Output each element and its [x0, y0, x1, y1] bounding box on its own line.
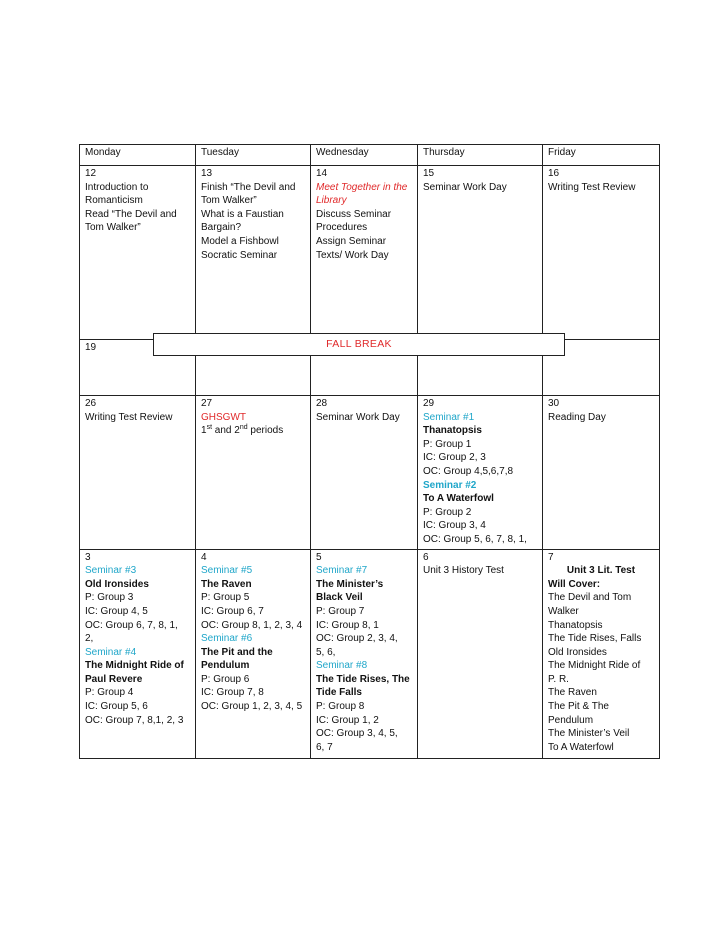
- cell-text-line: GHSGWT: [201, 411, 246, 423]
- cell-text-line: Seminar #2: [423, 479, 477, 491]
- cell-text-line: 1st and 2nd periods: [201, 424, 284, 437]
- cell-text-line: Black Veil: [316, 592, 363, 604]
- cell-text-line: Seminar #1: [423, 411, 475, 423]
- day-header-thursday: Thursday: [418, 145, 543, 166]
- day-cell: [418, 396, 543, 550]
- date-number: 3: [85, 551, 91, 563]
- cell-text-line: The Midnight Ride of: [85, 660, 184, 672]
- date-number: 27: [201, 398, 213, 409]
- cell-text-line: The Pit & The: [548, 701, 609, 713]
- cell-text-line: The Minister’s: [316, 578, 384, 590]
- cell-text-line: Texts/ Work Day: [316, 249, 389, 261]
- date-number: 30: [548, 398, 560, 409]
- cell-text-line: Seminar #3: [85, 565, 137, 577]
- calendar-table: [79, 144, 660, 759]
- cell-text-line: IC: Group 5, 6: [85, 701, 148, 713]
- cell-text-line: To A Waterfowl: [423, 493, 494, 505]
- cell-text-line: Finish “The Devil and: [201, 181, 296, 193]
- fall-break-banner: FALL BREAK: [153, 333, 565, 356]
- cell-text-line: Seminar #5: [201, 565, 253, 577]
- cell-text-line: 2,: [85, 633, 94, 645]
- cell-text-line: P: Group 3: [85, 592, 134, 604]
- cell-text-line: Thanatopsis: [423, 425, 482, 437]
- cell-text-line: Discuss Seminar: [316, 208, 392, 220]
- cell-text-line: Old Ironsides: [85, 578, 149, 590]
- day-cell: [196, 396, 311, 550]
- cell-text-line: Seminar Work Day: [423, 181, 507, 193]
- cell-text-line: P: Group 7: [316, 605, 365, 617]
- cell-text-line: Writing Test Review: [85, 411, 173, 423]
- cell-text-line: Introduction to: [85, 181, 149, 193]
- cell-text-line: Tom Walker”: [201, 195, 257, 207]
- date-number: 29: [423, 398, 435, 409]
- day-header-wednesday: Wednesday: [311, 145, 418, 166]
- cell-text-line: Unit 3 Lit. Test: [566, 565, 636, 577]
- cell-text-line: Read “The Devil and: [85, 208, 177, 220]
- day-header-monday: Monday: [80, 145, 196, 166]
- day-cell: [80, 166, 196, 340]
- day-cell: [196, 166, 311, 340]
- date-number: 6: [423, 551, 429, 563]
- day-header-friday: Friday: [543, 145, 660, 166]
- cell-text-line: OC: Group 2, 3, 4,: [316, 633, 398, 645]
- cell-text-line: The Devil and Tom: [548, 592, 632, 604]
- week-row-4: [80, 549, 660, 758]
- cell-text-line: What is a Faustian: [201, 208, 284, 220]
- cell-text-line: IC: Group 4, 5: [85, 605, 148, 617]
- cell-text-line: IC: Group 6, 7: [201, 605, 264, 617]
- cell-text-line: The Raven: [201, 578, 252, 590]
- date-number: 14: [316, 168, 328, 179]
- cell-text-line: Seminar #4: [85, 646, 137, 658]
- date-number: 15: [423, 168, 435, 179]
- cell-text-line: Tide Falls: [316, 687, 362, 699]
- cell-text-line: Walker: [548, 605, 579, 617]
- cell-text-line: Tom Walker”: [85, 222, 141, 234]
- cell-text-line: Socratic Seminar: [201, 249, 278, 261]
- date-number: 5: [316, 551, 322, 563]
- cell-text-line: Seminar Work Day: [316, 411, 400, 423]
- week-row-1: [80, 166, 660, 340]
- cell-text-line: Seminar #6: [201, 633, 253, 645]
- day-cell: [196, 549, 311, 758]
- cell-text-line: Library: [316, 195, 347, 207]
- cell-text-line: Seminar #8: [316, 660, 368, 672]
- cell-text-line: The Minister’s Veil: [548, 728, 630, 740]
- cell-text-line: P: Group 6: [201, 673, 250, 685]
- date-number: 16: [548, 168, 560, 179]
- date-number: 12: [85, 168, 97, 179]
- date-number: 4: [201, 551, 207, 563]
- day-cell: [543, 396, 660, 550]
- cell-text-line: Romanticism: [85, 195, 143, 207]
- cell-text-line: OC: Group 1, 2, 3, 4, 5: [201, 701, 303, 713]
- cell-text-line: 5, 6,: [316, 646, 336, 658]
- cell-text-line: The Tide Rises, Falls: [548, 633, 642, 645]
- cell-text-line: P: Group 2: [423, 506, 472, 518]
- cell-text-line: P: Group 4: [85, 687, 134, 699]
- cell-text-line: The Midnight Ride of: [548, 660, 641, 672]
- weekday-header-row: [80, 145, 660, 166]
- day-cell: [418, 166, 543, 340]
- day-cell: [311, 166, 418, 340]
- cell-text-line: IC: Group 2, 3: [423, 452, 486, 464]
- cell-text-line: Will Cover:: [548, 578, 601, 590]
- cell-text-line: P: Group 5: [201, 592, 250, 604]
- date-number: 13: [201, 168, 213, 179]
- cell-text-line: IC: Group 1, 2: [316, 714, 379, 726]
- cell-text-line: OC: Group 6, 7, 8, 1,: [85, 619, 178, 631]
- cell-text-line: 6, 7: [316, 741, 333, 753]
- cell-text-line: Pendulum: [201, 660, 250, 672]
- cell-text-line: The Raven: [548, 687, 597, 699]
- cell-text-line: Writing Test Review: [548, 181, 636, 193]
- cell-text-line: IC: Group 8, 1: [316, 619, 379, 631]
- cell-text-line: Bargain?: [201, 222, 242, 234]
- date-number: 19: [85, 342, 97, 353]
- cell-text-line: Paul Revere: [85, 673, 143, 685]
- day-header-tuesday: Tuesday: [196, 145, 311, 166]
- cell-text-line: The Pit and the: [201, 646, 273, 658]
- cell-text-line: P. R.: [548, 673, 569, 685]
- cell-text-line: OC: Group 8, 1, 2, 3, 4: [201, 619, 303, 631]
- day-cell: [311, 549, 418, 758]
- day-cell: [543, 549, 660, 758]
- cell-text-line: Meet Together in the: [316, 181, 408, 193]
- day-cell: [311, 396, 418, 550]
- cell-text-line: IC: Group 7, 8: [201, 687, 264, 699]
- cell-text-line: Thanatopsis: [548, 619, 603, 631]
- cell-text-line: Assign Seminar: [316, 235, 387, 247]
- cell-text-line: OC: Group 3, 4, 5,: [316, 728, 398, 740]
- day-cell: [418, 549, 543, 758]
- cell-text-line: Reading Day: [548, 411, 606, 423]
- day-cell: [80, 396, 196, 550]
- cell-text-line: P: Group 1: [423, 438, 472, 450]
- week-row-3: [80, 396, 660, 550]
- cell-text-line: OC: Group 5, 6, 7, 8, 1,: [423, 533, 527, 545]
- day-cell: [80, 549, 196, 758]
- date-number: 7: [548, 551, 554, 563]
- cell-text-line: IC: Group 3, 4: [423, 520, 486, 532]
- cell-text-line: Seminar #7: [316, 565, 368, 577]
- cell-text-line: Old Ironsides: [548, 646, 607, 658]
- cell-text-line: Procedures: [316, 222, 368, 234]
- cell-text-line: OC: Group 7, 8,1, 2, 3: [85, 714, 184, 726]
- cell-text-line: Unit 3 History Test: [423, 565, 504, 577]
- cell-text-line: P: Group 8: [316, 701, 365, 713]
- cell-text-line: Pendulum: [548, 714, 594, 726]
- date-number: 28: [316, 398, 328, 409]
- cell-text-line: Model a Fishbowl: [201, 235, 279, 247]
- day-cell: [543, 166, 660, 340]
- cell-text-line: To A Waterfowl: [548, 741, 614, 753]
- cell-text-line: OC: Group 4,5,6,7,8: [423, 465, 514, 477]
- cell-text-line: The Tide Rises, The: [316, 673, 410, 685]
- date-number: 26: [85, 398, 97, 409]
